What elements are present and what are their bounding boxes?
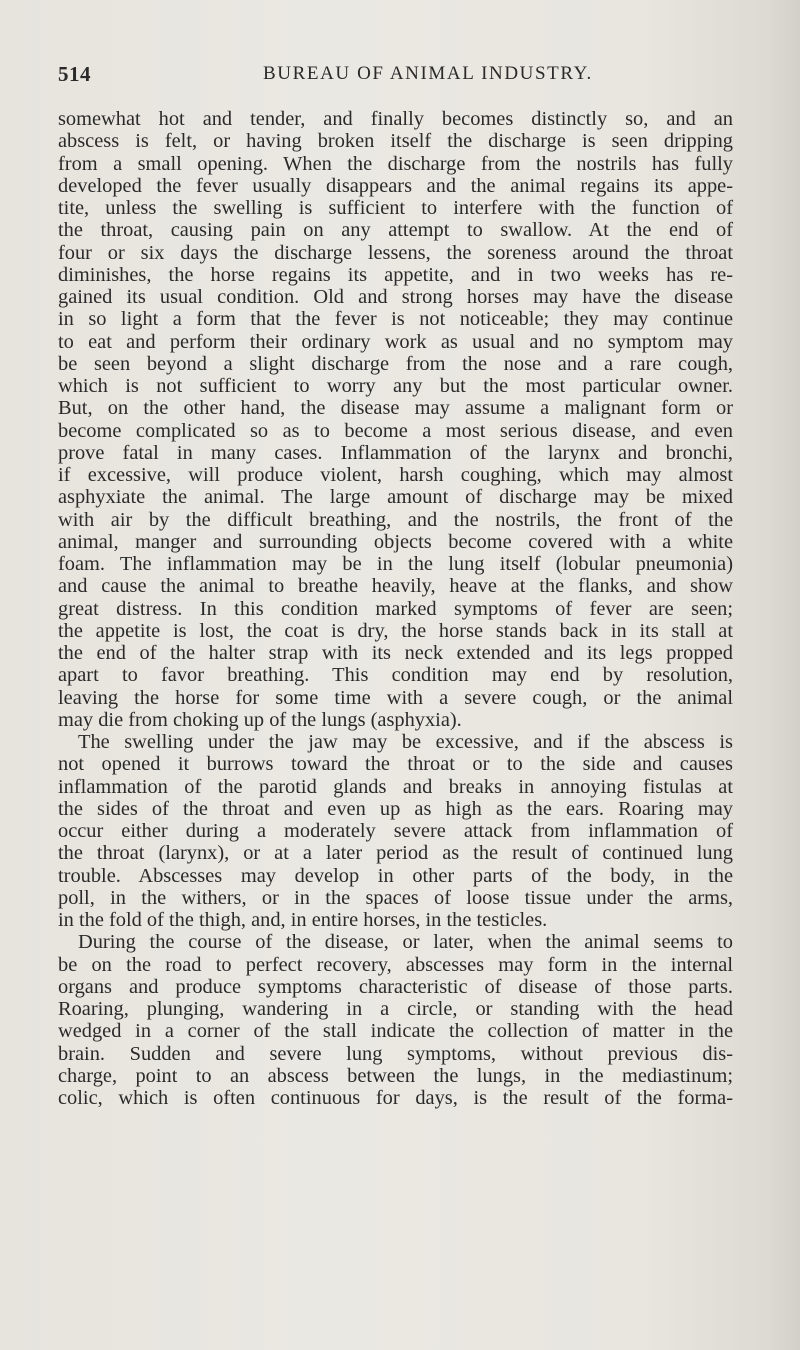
- text-line: with air by the difficult breathing, and the nostrils, the front of the: [58, 508, 733, 531]
- text-line: gained its usual condition. Old and strong horses may have the disease: [58, 286, 733, 308]
- text-line: the throat (larynx), or at a later period as the result of continued lung: [58, 842, 733, 865]
- text-line: charge, point to an abscess between the lungs, in the mediastinum;: [58, 1064, 733, 1087]
- text-line: animal, manger and surrounding objects become covered with a white: [58, 530, 733, 553]
- text-line: The swelling under the jaw may be excessive, and if the abscess is: [78, 731, 733, 753]
- text-line: which is not sufficient to worry any but the most particular owner.: [58, 375, 733, 397]
- text-line: brain. Sudden and severe lung symptoms, without previous dis-: [58, 1042, 733, 1065]
- text-line: But, on the other hand, the disease may assume a malignant form or: [58, 397, 733, 420]
- text-line: great distress. In this condition marked symptoms of fever are seen;: [58, 597, 733, 620]
- text-line: diminishes, the horse regains its appetite, and in two weeks has re-: [58, 263, 733, 286]
- text-line: the end of the halter strap with its neck extended and its legs propped: [58, 642, 733, 664]
- text-line: wedged in a corner of the stall indicate the collection of matter in the: [58, 1020, 733, 1043]
- text-line: somewhat hot and tender, and finally becomes distinctly so, and an: [58, 108, 733, 130]
- text-line: inflammation of the parotid glands and breaks in annoying fistulas at: [58, 775, 733, 798]
- text-line: the appetite is lost, the coat is dry, the horse stands back in its stall at: [58, 619, 733, 642]
- text-line: developed the fever usually disappears and the animal regains its appe-: [58, 174, 733, 197]
- text-line: tite, unless the swelling is sufficient to interfere with the function of: [58, 197, 733, 219]
- text-line: and cause the animal to breathe heavily, heave at the flanks, and show: [58, 575, 733, 598]
- text-line: in so light a form that the fever is not noticeable; they may continue: [58, 308, 733, 331]
- text-line: colic, which is often continuous for days, is the result of the forma-: [58, 1087, 733, 1109]
- text-line: Roaring, plunging, wandering in a circle, or standing with the head: [58, 998, 733, 1020]
- running-head: BUREAU OF ANIMAL INDUSTRY.: [263, 63, 593, 84]
- text-line: trouble. Abscesses may develop in other parts of the body, in the: [58, 864, 733, 887]
- text-line: asphyxiate the animal. The large amount of discharge may be mixed: [58, 486, 733, 509]
- page-number: 514: [58, 62, 91, 86]
- text-line: abscess is felt, or having broken itself the discharge is seen dripping: [58, 130, 733, 153]
- text-line: may die from choking up of the lungs (asphyxia).: [58, 708, 462, 731]
- text-line: During the course of the disease, or later, when the animal seems to: [78, 931, 733, 954]
- text-line: apart to favor breathing. This condition may end by resolution,: [58, 664, 733, 687]
- text-line: leaving the horse for some time with a severe cough, or the animal: [58, 686, 733, 709]
- text-line: the sides of the throat and even up as high as the ears. Roaring may: [58, 797, 733, 820]
- text-line: the throat, causing pain on any attempt to swallow. At the end of: [58, 219, 733, 242]
- text-line: occur either during a moderately severe attack from inflammation of: [58, 820, 733, 842]
- text-line: to eat and perform their ordinary work as usual and no symptom may: [58, 330, 733, 353]
- text-line: become complicated so as to become a most serious disease, and even: [58, 419, 733, 442]
- text-line: from a small opening. When the discharge from the nostrils has fully: [58, 152, 733, 175]
- text-line: if excessive, will produce violent, harsh coughing, which may almost: [58, 464, 733, 486]
- text-line: prove fatal in many cases. Inflammation of the larynx and bronchi,: [58, 441, 733, 464]
- text-line: poll, in the withers, or in the spaces of loose tissue under the arms,: [58, 886, 733, 909]
- text-line: be seen beyond a slight discharge from the nose and a rare cough,: [58, 352, 733, 375]
- text-line: four or six days the discharge lessens, the soreness around the throat: [58, 241, 733, 264]
- text-line: organs and produce symptoms characteristic of disease of those parts.: [58, 975, 733, 998]
- body-text: [58, 108, 733, 1109]
- text-line: in the fold of the thigh, and, in entire horses, in the testicles.: [58, 909, 548, 931]
- text-line: foam. The inflammation may be in the lung itself (lobular pneumonia): [58, 553, 733, 575]
- text-line: be on the road to perfect recovery, abscesses may form in the internal: [58, 953, 733, 976]
- page-header: [58, 62, 733, 90]
- text-line: not opened it burrows toward the throat or to the side and causes: [58, 753, 733, 776]
